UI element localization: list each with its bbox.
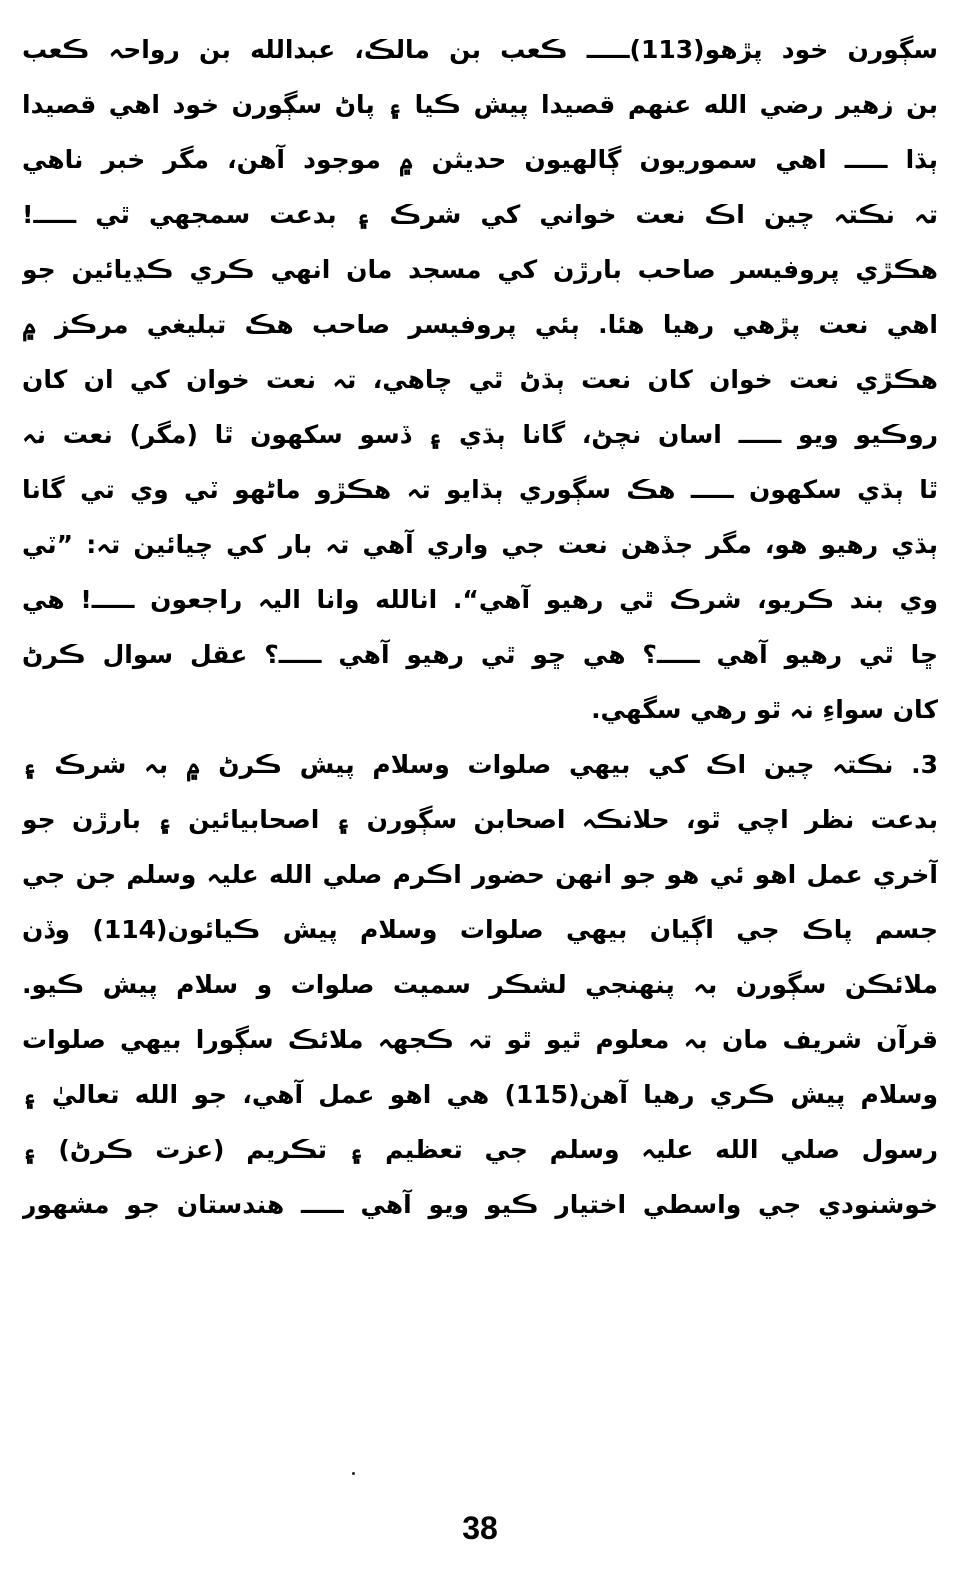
paragraph-end-line: کان سواءِ نہ ٿو رهي سگهي. bbox=[591, 695, 938, 724]
text-line: رسول صلي الله عليہ وسلم جي تعظيم ۽ تڪريم (عزت ڪرڻ) ۽ bbox=[22, 1135, 938, 1164]
text-line: سڳورن خود پڙهو(113)ـــــ ڪعب بن مالڪ، عبدالله بن رواحہ ڪعب bbox=[22, 35, 938, 64]
text-line: اهي نعت پڙهي رهيا هئا. ٻئي پروفيسر صاحب هڪ تبليغي مرڪز ۾ bbox=[22, 310, 938, 339]
text-line: ملائڪن سڳورن بہ پنهنجي لشڪر سميت صلوات و سلام پيش ڪيو. bbox=[22, 970, 938, 999]
text-line: هڪڙي پروفيسر صاحب بارڙن کي مسجد مان انهي ڪري ڪڍيائين جو bbox=[22, 255, 938, 284]
text-line: ٿا ٻڌي سکهون ـــــ هڪ سڳوري ٻڌايو تہ هڪڙو ماڻهو ٽي وي تي گانا bbox=[22, 475, 938, 504]
scan-speck bbox=[352, 1472, 355, 1475]
text-line: ڇا ٿي رهيو آهي ـــــ؟ هي ڇو ٿي رهيو آهي ـــــ؟ عقل سوال ڪرڻ bbox=[22, 640, 938, 669]
text-line: خوشنودي جي واسطي اختيار ڪيو ويو آهي ـــــ هندستان جو مشهور bbox=[22, 1190, 938, 1219]
text-line: بن زهير رضي الله عنهم قصيدا پيش ڪيا ۽ پاڻ سڳورن خود اهي قصيدا bbox=[22, 90, 938, 119]
text-line: روڪيو ويو ـــــ اسان نچڻ، گانا ٻڌي ۽ ڏسو سکهون ٿا (مگر) نعت نہ bbox=[22, 420, 938, 449]
text-line: وسلام پيش ڪري رهيا آهن(115) هي اهو عمل آهي، جو الله تعاليٰ ۽ bbox=[22, 1080, 938, 1109]
text-line: جسم پاڪ جي اڳيان بيهي صلوات وسلام پيش ڪيائون(114) وڏن bbox=[22, 915, 938, 944]
text-line: بدعت نظر اچي ٿو، حلانڪہ اصحابن سڳورن ۽ اصحابيائين ۽ بارڙن جو bbox=[22, 805, 938, 834]
text-line: ٻڌي رهيو هو، مگر جڏهن نعت جي واري آهي تہ بار کي چيائين تہ: ”ٽي bbox=[22, 530, 938, 559]
body-text bbox=[22, 22, 938, 1232]
text-line: ٻڌا ـــــ اهي سموريون ڳالهيون حديثن ۾ موجود آهن، مگر خبر ناهي bbox=[22, 145, 938, 174]
text-line: قرآن شريف مان بہ معلوم ٿيو ٿو تہ ڪجهہ ملائڪ سڳورا بيهي صلوات bbox=[22, 1025, 938, 1054]
page-number: 38 bbox=[462, 1510, 498, 1546]
text-line: آخري عمل اهو ئي هو جو انهن حضور اڪرم صلي الله عليہ وسلم جن جي bbox=[22, 860, 938, 889]
text-line: وي بند ڪريو، شرڪ ٿي رهيو آهي“. انالله وانا اليہ راجعون ـــــ! هي bbox=[22, 585, 938, 614]
text-line: هڪڙي نعت خوان کان نعت ٻڌڻ ٿي چاهي، تہ نعت خوان کي ان کان bbox=[22, 365, 938, 394]
text-line: تہ نڪتہ چين اڪ نعت خواني کي شرڪ ۽ بدعت سمجهي ٿي ـــــ! bbox=[22, 200, 938, 229]
numbered-paragraph-start: 3. نڪتہ چين اڪ کي بيهي صلوات وسلام پيش ڪرڻ ۾ بہ شرڪ ۽ bbox=[22, 750, 938, 779]
